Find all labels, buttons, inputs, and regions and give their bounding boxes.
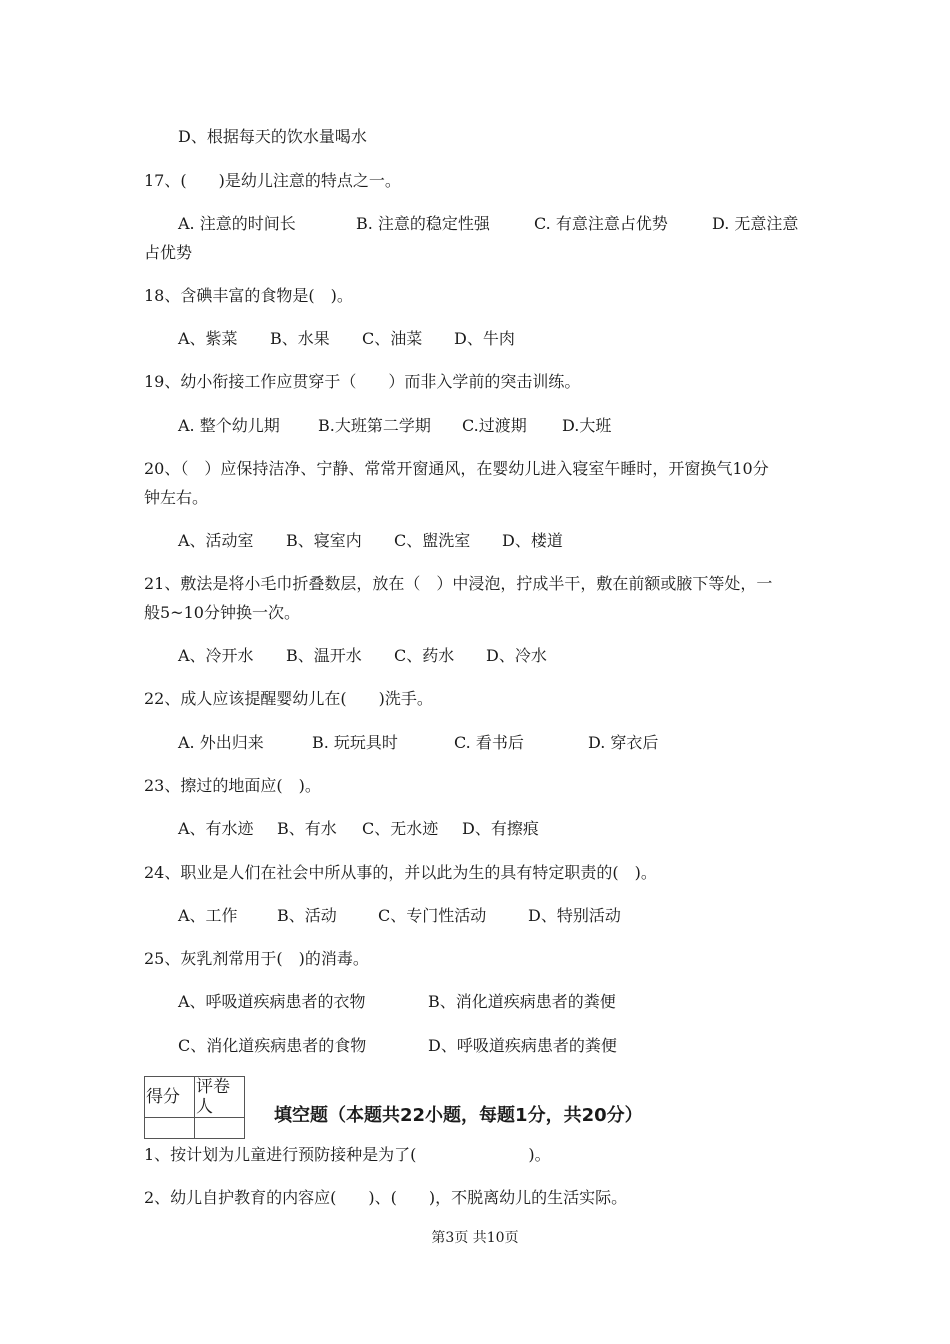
- grader-cell: [195, 1118, 245, 1139]
- q16-option-d: D、根据每天的饮水量喝水: [178, 127, 367, 146]
- q25-option-d: D、呼吸道疾病患者的粪便: [428, 1036, 617, 1055]
- q24-option-c: C、专门性活动: [378, 906, 487, 925]
- q22-option-a: A. 外出归来: [178, 733, 264, 752]
- score-box: [144, 1076, 245, 1139]
- q22-option-b: B. 玩玩具时: [312, 733, 398, 752]
- q20-option-d: D、楼道: [502, 531, 563, 550]
- q19-option-a: A. 整个幼儿期: [178, 416, 280, 435]
- q25-option-c: C、消化道疾病患者的食物: [178, 1036, 367, 1055]
- q19-stem: 19、幼小衔接工作应贯穿于（ ）而非入学前的突击训练。: [144, 372, 581, 391]
- q20-option-a: A、活动室: [178, 531, 254, 550]
- fill-q2: 2、幼儿自护教育的内容应( )、( )，不脱离幼儿的生活实际。: [144, 1188, 628, 1207]
- q19-option-b: B.大班第二学期: [318, 416, 431, 435]
- q21-option-b: B、温开水: [286, 646, 362, 665]
- q21-option-a: A、冷开水: [178, 646, 254, 665]
- section-title: 填空题（本题共22小题，每题1分，共20分）: [274, 1105, 643, 1126]
- score-cell: [145, 1118, 195, 1139]
- q21-option-d: D、冷水: [486, 646, 547, 665]
- page-footer: 第3页 共10页: [431, 1230, 519, 1246]
- q24-option-d: D、特别活动: [528, 906, 621, 925]
- q19-option-d: D.大班: [562, 416, 612, 435]
- score-label: 得分: [145, 1077, 195, 1118]
- q19-option-c: C.过渡期: [462, 416, 527, 435]
- q23-option-a: A、有水迹: [178, 819, 254, 838]
- q25-option-a: A、呼吸道疾病患者的衣物: [178, 992, 366, 1011]
- q17-option-d: D. 无意注意: [712, 214, 799, 233]
- q24-option-b: B、活动: [277, 906, 337, 925]
- q18-option-a: A、紫菜: [178, 329, 238, 348]
- q17-stem: 17、( )是幼儿注意的特点之一。: [144, 171, 401, 190]
- q17-option-c: C. 有意注意占优势: [534, 214, 668, 233]
- q18-option-d: D、牛肉: [454, 329, 515, 348]
- q23-option-c: C、无水迹: [362, 819, 439, 838]
- q21-stem-line1: 21、敷法是将小毛巾折叠数层，放在（ ）中浸泡，拧成半干，敷在前额或腋下等处，一: [144, 574, 773, 593]
- grader-label: 评卷人: [195, 1077, 245, 1118]
- q17-option-d-cont: 占优势: [144, 243, 193, 262]
- q22-option-c: C. 看书后: [454, 733, 524, 752]
- q23-option-d: D、有擦痕: [462, 819, 539, 838]
- q20-option-b: B、寝室内: [286, 531, 362, 550]
- q20-stem-line1: 20、（ ）应保持洁净、宁静、常常开窗通风，在婴幼儿进入寝室午睡时，开窗换气10分: [144, 459, 769, 478]
- q23-option-b: B、有水: [277, 819, 337, 838]
- q18-option-b: B、水果: [270, 329, 330, 348]
- q20-option-c: C、盥洗室: [394, 531, 471, 550]
- q18-option-c: C、油菜: [362, 329, 423, 348]
- q22-option-d: D. 穿衣后: [588, 733, 659, 752]
- q18-stem: 18、含碘丰富的食物是( )。: [144, 286, 353, 305]
- fill-q1: 1、按计划为儿童进行预防接种是为了( )。: [144, 1145, 551, 1164]
- q20-stem-line2: 钟左右。: [144, 488, 209, 507]
- q21-stem-line2: 般5~10分钟换一次。: [144, 603, 300, 622]
- q23-stem: 23、擦过的地面应( )。: [144, 776, 321, 795]
- q25-stem: 25、灰乳剂常用于( )的消毒。: [144, 949, 369, 968]
- q21-option-c: C、药水: [394, 646, 455, 665]
- q22-stem: 22、成人应该提醒婴幼儿在( )洗手。: [144, 689, 433, 708]
- q25-option-b: B、消化道疾病患者的粪便: [428, 992, 616, 1011]
- q17-option-a: A. 注意的时间长: [178, 214, 296, 233]
- q17-option-b: B. 注意的稳定性强: [356, 214, 490, 233]
- q24-stem: 24、职业是人们在社会中所从事的，并以此为生的具有特定职责的( )。: [144, 863, 657, 882]
- q24-option-a: A、工作: [178, 906, 238, 925]
